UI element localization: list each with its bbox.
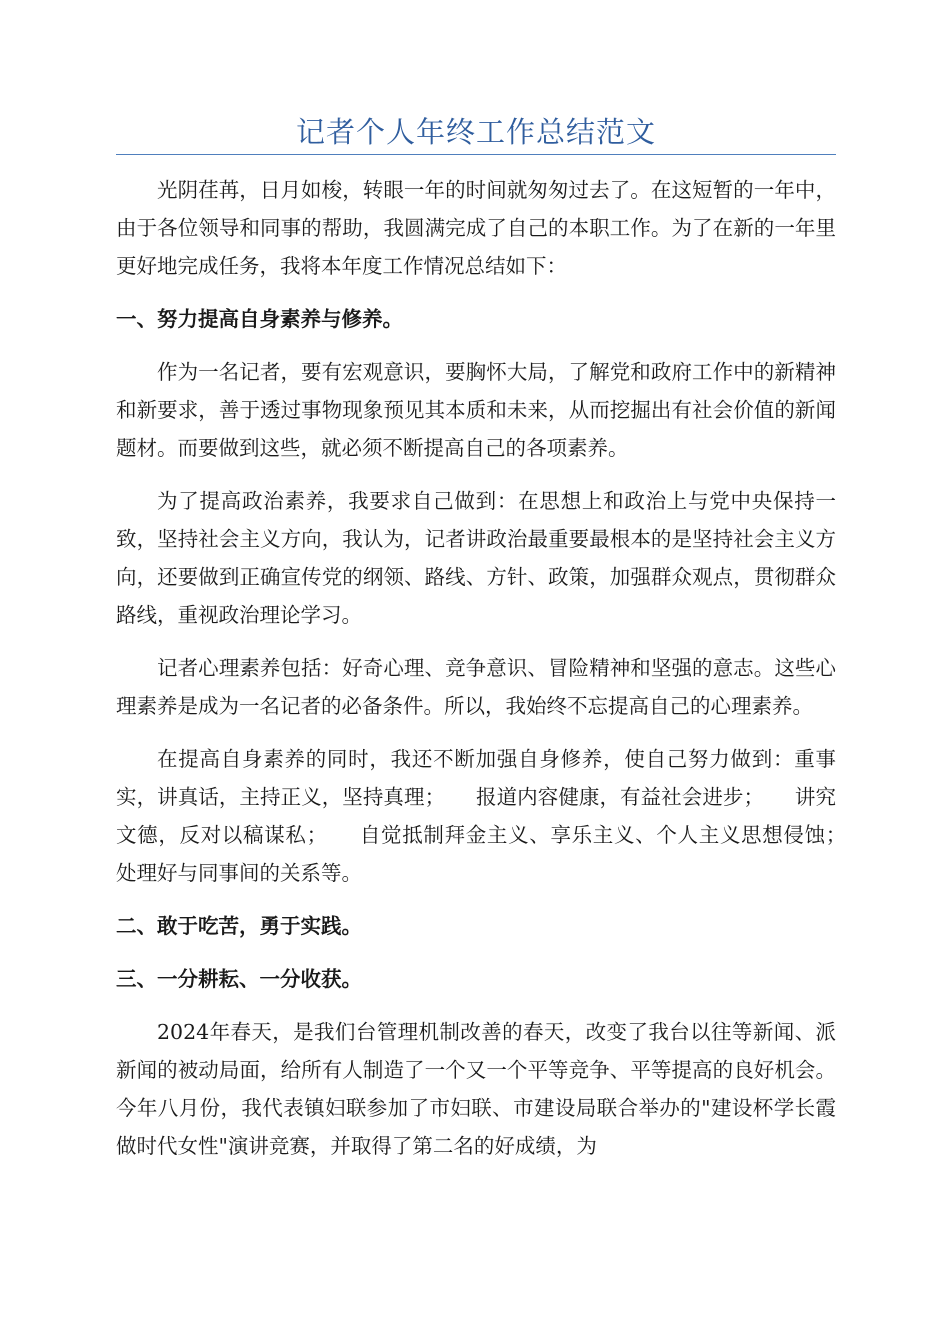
document-title: 记者个人年终工作总结范文 [116,112,836,155]
paragraph-psychological-quality: 记者心理素养包括：好奇心理、竞争意识、冒险精神和坚强的意志。这些心理素养是成为一名记者的必备条件。所以，我始终不忘提高自己的心理素养。 [116,656,836,718]
paragraph-intro: 光阴荏苒，日月如梭，转眼一年的时间就匆匆过去了。在这短暂的一年中，由于各位领导和同事的帮助，我圆满完成了自己的本职工作。为了在新的一年里更好地完成任务，我将本年度工作情况总结如下： [116,178,836,278]
section-heading-3: 三、一分耕耘、一分收获。 [116,967,362,991]
paragraph-2024-spring: 2024年春天，是我们台管理机制改善的春天，改变了我台以往等新闻、派新闻的被动局面，给所有人制造了一个又一个平等竞争、平等提高的良好机会。今年八月份，我代表镇妇联参加了市妇联、市建设局联合举办的"建设杯学长霞做时代女性"演讲竞赛，并取得了第二名的好成绩，为 [116,1020,836,1158]
section-heading-1: 一、努力提高自身素养与修养。 [116,307,403,331]
section-heading-2: 二、敢于吃苦，勇于实践。 [116,914,362,938]
document-page [116,112,877,1180]
paragraph-self-cultivation: 在提高自身素养的同时，我还不断加强自身修养，使自己努力做到：重事实，讲真话，主持正义，坚持真理； 报道内容健康，有益社会进步； 讲究文德，反对以稿谋私； 自觉抵制拜金主义、享乐主义、个人主义思想侵蚀； 处理好与同事间的关系等。 [116,747,877,885]
paragraph-political-quality: 为了提高政治素养，我要求自己做到：在思想上和政治上与党中央保持一致，坚持社会主义方向，我认为，记者讲政治最重要最根本的是坚持社会主义方向，还要做到正确宣传党的纲领、路线、方针、政策，加强群众观点，贯彻群众路线，重视政治理论学习。 [116,489,836,627]
paragraph-macro-awareness: 作为一名记者，要有宏观意识，要胸怀大局，了解党和政府工作中的新精神和新要求，善于透过事物现象预见其本质和未来，从而挖掘出有社会价值的新闻题材。而要做到这些，就必须不断提高自己的各项素养。 [116,360,836,460]
